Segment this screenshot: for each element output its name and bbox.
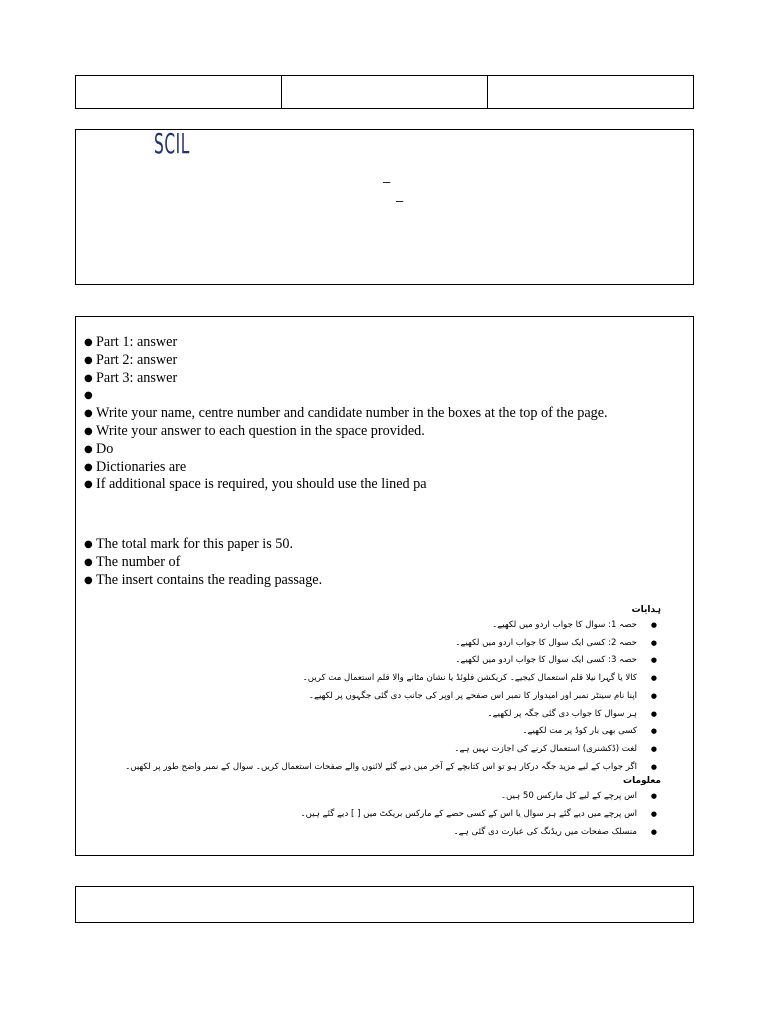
list-item: ● Do	[84, 441, 608, 459]
list-item: ● If additional space is required, you should use the lined pa	[84, 476, 608, 494]
list-item: ● اپنا نام سینٹر نمبر اور امیدوار کا نمبر اس صفحے پر اوپر کی جانب دی گئی جگہوں پر لکھیے۔	[225, 688, 665, 706]
urdu-instructions	[125, 603, 665, 841]
centre-number-box[interactable]	[281, 76, 487, 108]
list-item: ● اس پرچے میں دیے گئے ہر سوال یا اس کے کسی حصے کے مارکس بریکٹ میں [ ] دیے گئے ہیں۔	[225, 806, 665, 824]
candidate-name-box[interactable]	[76, 76, 281, 108]
list-item: ● حصہ 2: کسی ایک سوال کا جواب اردو میں لکھیے۔	[225, 635, 665, 653]
candidate-number-box[interactable]	[487, 76, 693, 108]
candidate-details-boxes	[75, 75, 694, 109]
list-item: ● Write your answer to each question in the space provided.	[84, 423, 608, 441]
instructions-box	[75, 316, 694, 856]
footer-box	[75, 886, 694, 923]
urdu-instructions-list	[125, 617, 665, 776]
list-item: ● The number of	[84, 554, 322, 572]
urdu-instructions-heading: ہدایات	[631, 605, 661, 615]
list-item: ● حصہ 1: سوال کا جواب اردو میں لکھیے۔	[225, 617, 665, 635]
list-item: ● لغت (ڈکشنری) استعمال کرنے کی اجازت نہیں ہے۔	[225, 741, 665, 759]
header-dash: –	[396, 193, 404, 208]
urdu-information-list	[225, 788, 665, 841]
list-item: ● کسی بھی بار کوڈ پر مت لکھیے۔	[225, 723, 665, 741]
list-item: ● اس پرچے کے لیے کل مارکس 50 ہیں۔	[225, 788, 665, 806]
list-item: ● ہر سوال کا جواب دی گئی جگہ پر لکھیے۔	[225, 706, 665, 724]
list-item: ● Write your name, centre number and candidate number in the boxes at the top of the page.	[84, 405, 608, 423]
list-item: ● The insert contains the reading passage.	[84, 572, 322, 590]
information-list	[84, 536, 322, 589]
instructions-list	[84, 334, 608, 494]
list-item: ● The total mark for this paper is 50.	[84, 536, 322, 554]
list-item: ● حصہ 3: کسی ایک سوال کا جواب اردو میں لکھیے۔	[225, 652, 665, 670]
list-item	[84, 387, 608, 405]
list-item: ● Dictionaries are	[84, 459, 608, 477]
list-item: ● اگر جواب کے لیے مزید جگہ درکار ہو تو اس کتابچے کے آخر میں دیے گئے لائنوں والے صفحات استعمال کریں۔ سوال کے نمبر واضح طور پر لکھیں۔	[225, 759, 665, 777]
logo: SCIL	[154, 127, 190, 160]
header-dash: –	[383, 174, 391, 189]
list-item: ● Part 2: answer	[84, 352, 608, 370]
list-item: ● منسلک صفحات میں ریڈنگ کی عبارت دی گئی ہے۔	[225, 824, 665, 842]
list-item: ● کالا یا گہرا نیلا قلم استعمال کیجیے۔ کریکشن فلوئڈ یا نشان مٹانے والا قلم استعمال مت کریں۔	[225, 670, 665, 688]
list-item: ● Part 3: answer	[84, 370, 608, 388]
urdu-information-heading: معلومات	[623, 776, 661, 787]
list-item: ● Part 1: answer	[84, 334, 608, 352]
cover-header-box	[75, 129, 694, 285]
